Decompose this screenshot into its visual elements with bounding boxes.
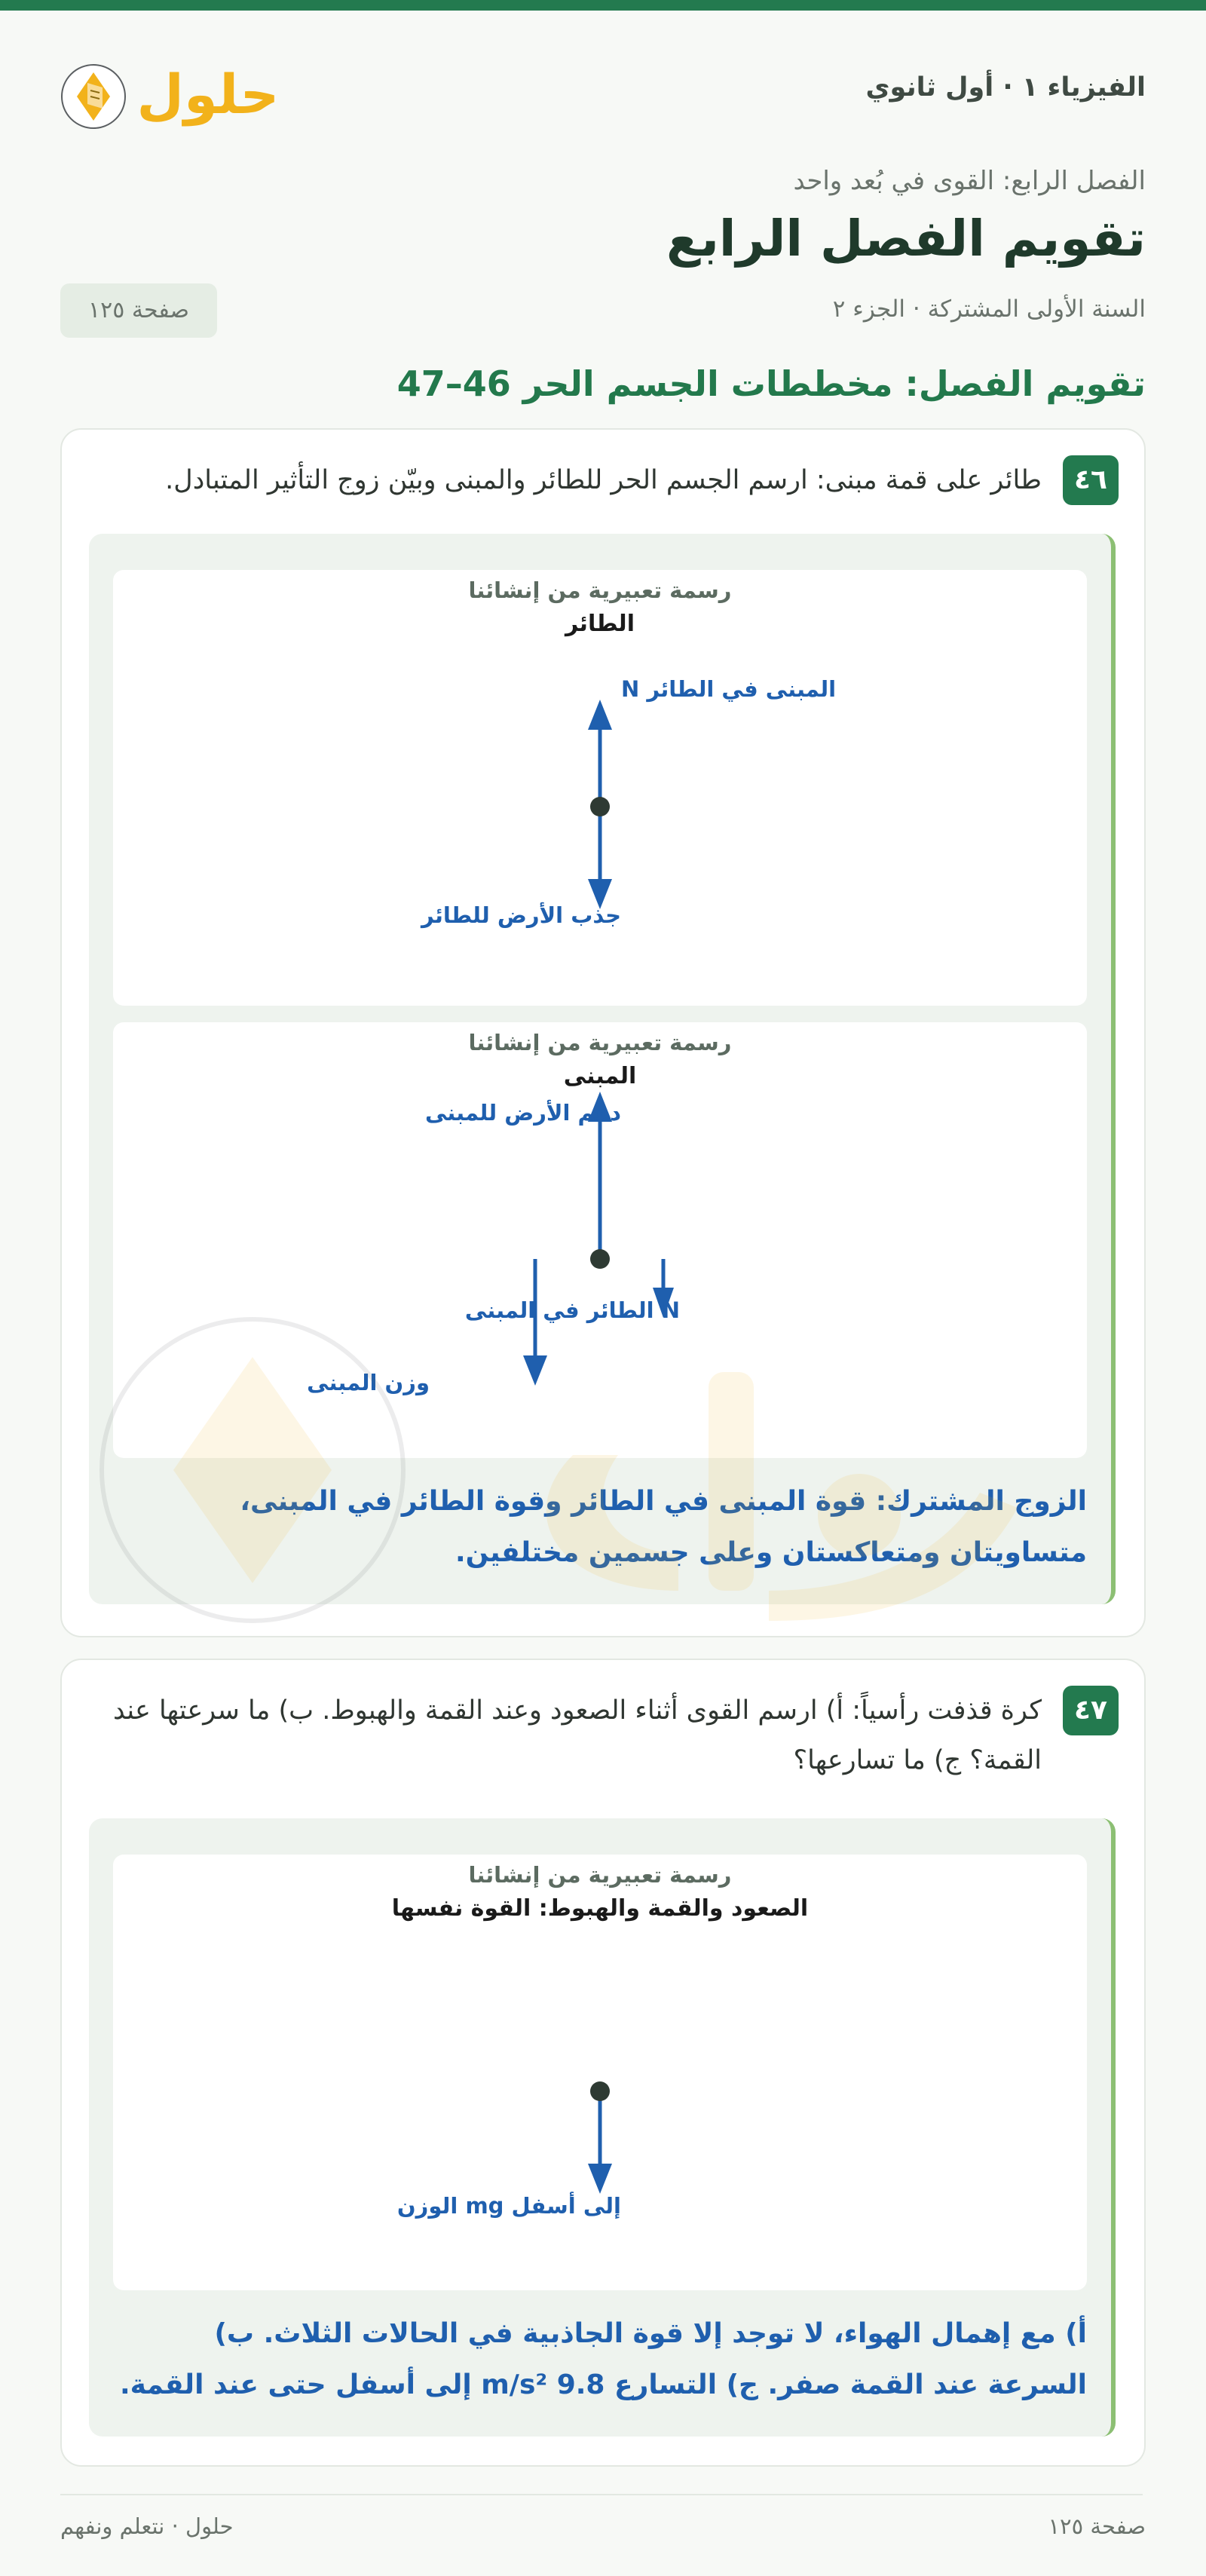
header bbox=[60, 50, 1146, 133]
figure-title: الصعود والقمة والهبوط: القوة نفسها bbox=[391, 1895, 809, 1922]
figure-caption: رسمة تعبيرية من إنشائنا bbox=[468, 1862, 732, 1888]
figure-title: المبنى bbox=[563, 1063, 637, 1089]
figure-building bbox=[113, 1022, 1087, 1458]
question-number: ٤٧ bbox=[1063, 1686, 1119, 1735]
page-title: تقويم الفصل الرابع bbox=[666, 210, 1146, 268]
page-number-badge: صفحة ١٢٥ bbox=[60, 283, 217, 338]
force-label-support: دعم الأرض للمبنى bbox=[424, 1100, 621, 1126]
object-point bbox=[590, 797, 610, 816]
logo-graphic bbox=[60, 50, 286, 133]
question-card-47 bbox=[60, 1659, 1146, 2467]
arrowhead-weight bbox=[588, 2164, 612, 2194]
figure-bird bbox=[113, 570, 1087, 1006]
footer-divider bbox=[60, 2494, 1143, 2495]
force-label-weight: وزن المبنى bbox=[307, 1370, 430, 1395]
arrowhead-up bbox=[588, 700, 612, 730]
figure-caption: رسمة تعبيرية من إنشائنا bbox=[468, 577, 732, 603]
figure-ball bbox=[113, 1855, 1087, 2290]
arrowhead-weight bbox=[523, 1355, 547, 1386]
force-label-normal: N المبنى في الطائر bbox=[621, 676, 837, 702]
force-label-gravity: جذب الأرض للطائر bbox=[421, 902, 621, 928]
question-text: طائر على قمة مبنى: ارسم الجسم الحر للطائر والمبنى وبيّن زوج التأثير المتبادل. bbox=[165, 465, 1042, 495]
object-point bbox=[590, 2081, 610, 2101]
hulul-logo[interactable] bbox=[60, 50, 286, 133]
footer-brand: حلول · نتعلم ونفهم bbox=[60, 2513, 234, 2539]
question-card-46 bbox=[60, 428, 1146, 1637]
answer-text: الزوج المشترك: قوة المبنى في الطائر وقوة الطائر في المبنى، متساويتان ومتعاكستان وعلى جسمين مختلفين. bbox=[240, 1486, 1087, 1568]
answer-text: أ) مع إهمال الهواء، لا توجد إلا قوة الجاذبية في الحالات الثلاث. ب) السرعة عند القمة صفر. ج) التسارع 9.8 m/s² إلى أسفل حتى عند القمة. bbox=[120, 2318, 1087, 2400]
figure-title: الطائر bbox=[565, 611, 635, 637]
figure-caption: رسمة تعبيرية من إنشائنا bbox=[468, 1030, 732, 1055]
force-label-bird-on-building: N الطائر في المبنى bbox=[464, 1297, 680, 1323]
chapter-subtitle: الفصل الرابع: القوى في بُعد واحد bbox=[793, 166, 1146, 196]
answer-box bbox=[89, 534, 1116, 1604]
page bbox=[60, 0, 1146, 2576]
object-point bbox=[590, 1249, 610, 1269]
logo-text: حلول bbox=[136, 63, 280, 126]
footer-page-number: صفحة ١٢٥ bbox=[1048, 2513, 1146, 2539]
force-label-weight: إلى أسفل mg الوزن bbox=[396, 2193, 621, 2219]
answer-box bbox=[89, 1818, 1116, 2437]
subject-title: الفيزياء ١ · أول ثانوي bbox=[865, 72, 1146, 103]
question-number: ٤٦ bbox=[1063, 455, 1119, 505]
book-meta: السنة الأولى المشتركة · الجزء ٢ bbox=[832, 296, 1146, 323]
section-title: تقويم الفصل: مخططات الجسم الحر 46–47 bbox=[396, 363, 1146, 404]
question-text: كرة قذفت رأسياً: أ) ارسم القوى أثناء الصعود وعند القمة والهبوط. ب) ما سرعتها عند القمة؟ ج) ما تسارعها؟ bbox=[113, 1695, 1042, 1775]
